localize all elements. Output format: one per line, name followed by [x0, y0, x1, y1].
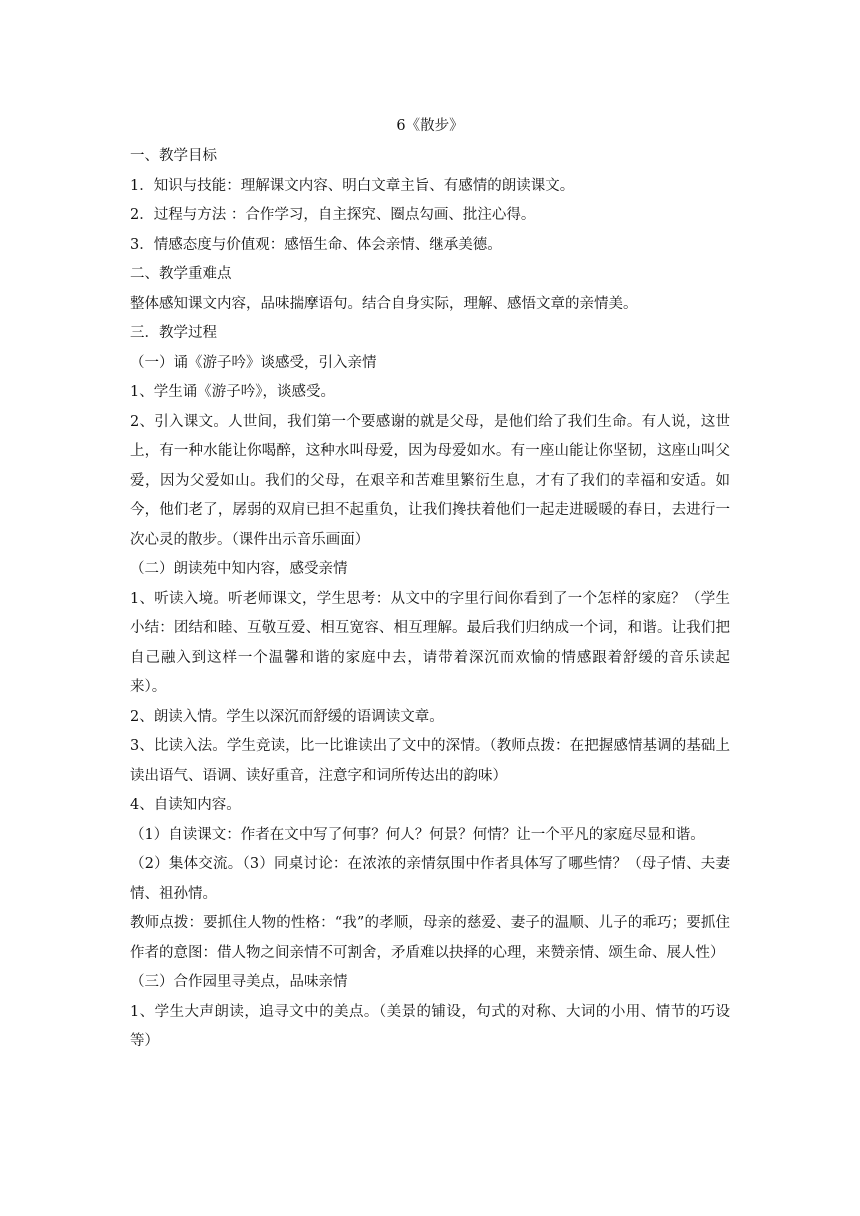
subsection-heading-3: （三）合作园里寻美点，品味亲情: [130, 974, 348, 990]
process-step: 1、学生诵《游子吟》，谈感受。: [130, 384, 335, 400]
goal-item-1: 1．知识与技能：理解课文内容、明白文章主旨、有感情的朗读课文。: [130, 177, 575, 194]
subsection-heading-1: （一）诵《游子吟》谈感受，引入亲情: [130, 354, 377, 371]
process-step: 1、听读入境。听老师课文，学生思考：从文中的字里行间你看到了一个怎样的家庭？（学生小结：团结和睦、互敬互爱、相互宽容、相互理解。最后我们归纳成一个词，和谐。让我们把自己融入到这样一个温馨和谐的家庭中去，请带着深沉而欢愉的情感跟着舒缓的音乐读起来）。: [130, 590, 730, 695]
section-heading-process: 三．教学过程: [130, 325, 217, 341]
goal-item-2: 2．过程与方法 ：合作学习，自主探究、圈点勾画、批注心得。: [130, 207, 536, 223]
section-heading-goals: 一、教学目标: [130, 148, 217, 164]
process-step: 3、比读入法。学生竞读，比一比谁读出了文中的深情。（教师点拨：在把握感情基调的基础上读出语气、语调、读好重音，注意字和词所传达出的韵味）: [130, 738, 730, 784]
process-substep: （2）集体交流。（3）同桌讨论：在浓浓的亲情氛围中作者具体写了哪些情？（母子情、夫妻情、祖孙情。: [130, 856, 730, 902]
process-step: 4、自读知内容。: [130, 797, 241, 813]
key-points-text: 整体感知课文内容，品味揣摩语句。结合自身实际，理解、感悟文章的亲情美。: [130, 295, 638, 312]
goal-item-3: 3．情感态度与价值观：感悟生命、体会亲情、继承美德。: [130, 236, 502, 253]
process-step: 2、引入课文。人世间，我们第一个要感谢的就是父母，是他们给了我们生命。有人说，这世上，有一种水能让你喝醉，这种水叫母爱，因为母爱如水。有一座山能让你坚韧，这座山叫父爱，因为父爱如山。我们的父母，在艰辛和苦难里繁衍生息，才有了我们的幸福和安适。如今，他们老了，孱弱的双肩已担不起重负，让我们搀扶着他们一起走进暖暖的春日，去进行一次心灵的散步。（课件出示音乐画面）: [130, 413, 730, 548]
document-body: [130, 142, 730, 1057]
section-heading-key-points: 二、教学重难点: [130, 266, 232, 282]
process-substep: （1）自读课文：作者在文中写了何事？何人？何景？何情？让一个平凡的家庭尽显和谐。: [130, 826, 705, 843]
teacher-note: 教师点拨：要抓住人物的性格：“我”的孝顺，母亲的慈爱、妻子的温顺、儿子的乖巧；要抓住作者的意图：借人物之间亲情不可割舍，矛盾难以抉择的心理，来赞亲情、颂生命、展人性）: [130, 915, 730, 961]
process-step: 1、学生大声朗读，追寻文中的美点。（美景的铺设，句式的对称、大词的小用、情节的巧设等）: [130, 1003, 730, 1049]
document-title: 6《散步》: [396, 118, 464, 134]
process-step: 2、朗读入情。学生以深沉而舒缓的语调读文章。: [130, 708, 444, 725]
subsection-heading-2: （二）朗读苑中知内容，感受亲情: [130, 561, 348, 577]
